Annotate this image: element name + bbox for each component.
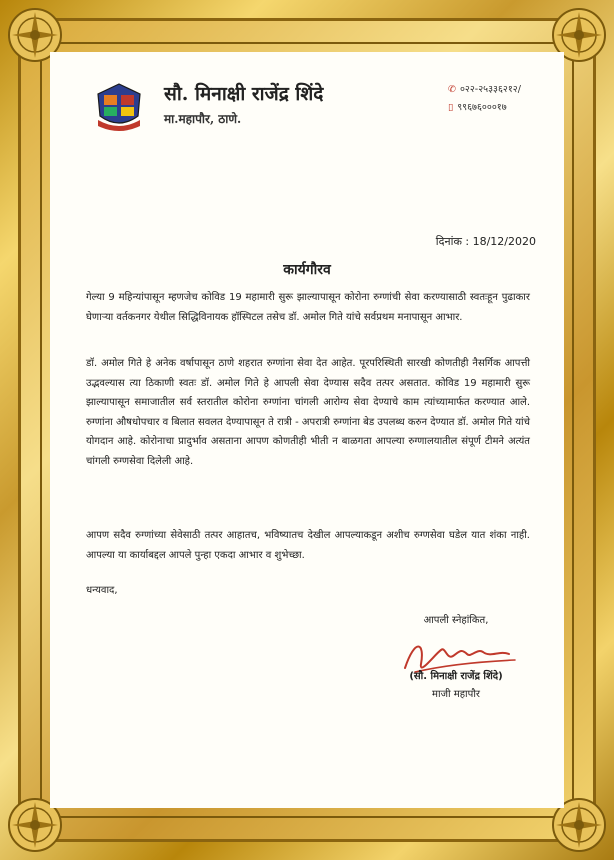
- municipal-emblem-icon: [94, 82, 144, 132]
- signatory-name: (सौ. मिनाक्षी राजेंद्र शिंदे): [409, 671, 503, 682]
- signatory-designation: माजी महापौर: [432, 689, 480, 700]
- closing-thanks: धन्यवाद,: [86, 585, 118, 596]
- phone-icon: ✆: [448, 84, 456, 95]
- mobile-number: ९९६७६०००१७: [457, 102, 507, 113]
- phone-number: ०२२-२५३३६२१२/: [459, 84, 521, 95]
- paragraph-text: गेल्या 9 महिन्यांपासून म्हणजेच कोविड 19 महामारी सुरू झाल्यापासून कोरोना रुग्णांची सेवा करण्यासाठी स्वतःहून पुढाकार घेणाऱ्या वर्तकनगर येथील सिद्धिविनायक हॉस्पिटल तसेच डॉ. अमोल गिते यांचे सर्वप्रथम मनापासून आभार.: [86, 292, 530, 323]
- letter-title: कार्यगौरव: [283, 262, 331, 278]
- letter-date: दिनांक : 18/12/2020: [435, 235, 536, 248]
- mobile-icon: ▯: [448, 102, 454, 113]
- contact-mobile: [448, 100, 507, 113]
- letter-paper: [50, 52, 564, 808]
- letterhead-name: सौ. मिनाक्षी राजेंद्र शिंदे: [164, 83, 324, 105]
- signature-salutation: आपली स्नेहांकित,: [423, 615, 489, 626]
- letterhead-subtitle: मा.महापौर, ठाणे.: [164, 112, 242, 126]
- paragraph-text: आपण सदैव रुग्णांच्या सेवेसाठी तत्पर आहातच, भविष्यातच देखील आपल्याकडून अशीच रुग्णसेवा घडेल यात शंका नाही. आपल्या या कार्याबद्दल आपले पुन्हा एकदा आभार व शुभेच्छा.: [86, 530, 530, 561]
- signature-block: [386, 612, 526, 700]
- paragraph-3: [86, 526, 530, 565]
- contact-phone: [448, 82, 521, 95]
- paragraph-2: [86, 354, 530, 471]
- paragraph-1: [86, 288, 530, 327]
- paragraph-text: डॉ. अमोल गिते हे अनेक वर्षापासून ठाणे शहरात रुग्णांना सेवा देत आहेत. पूरपरिस्थिती सारखी कोणतीही नैसर्गिक आपत्ती उद्भवल्यास त्या ठिकाणी स्वतः डॉ. अमोल गिते हे आपली सेवा देण्यास सदैव तत्पर असतात. कोविड 19 महामारी सुरू झाल्यापासून समाजातील सर्व स्तरातील कोरोना रुग्णांना चांगली आरोग्य सेवा देण्याचे काम त्यांच्यामार्फत करण्यात आले. रुग्णांना औषधोपचार व बिलात सवलत देण्यापासून ते रात्री - अपरात्री रुग्णांना बेड उपलब्ध करुन देण्यात डॉ. अमोल गिते यांचे योगदान आहे. कोरोनाचा प्रादुर्भाव असताना आपण कोणतीही भीती न बाळगता आपल्या रुग्णालयातील संपूर्ण टीमने अत्यंत चांगली रुग्णसेवा दिलेली आहे.: [86, 358, 530, 467]
